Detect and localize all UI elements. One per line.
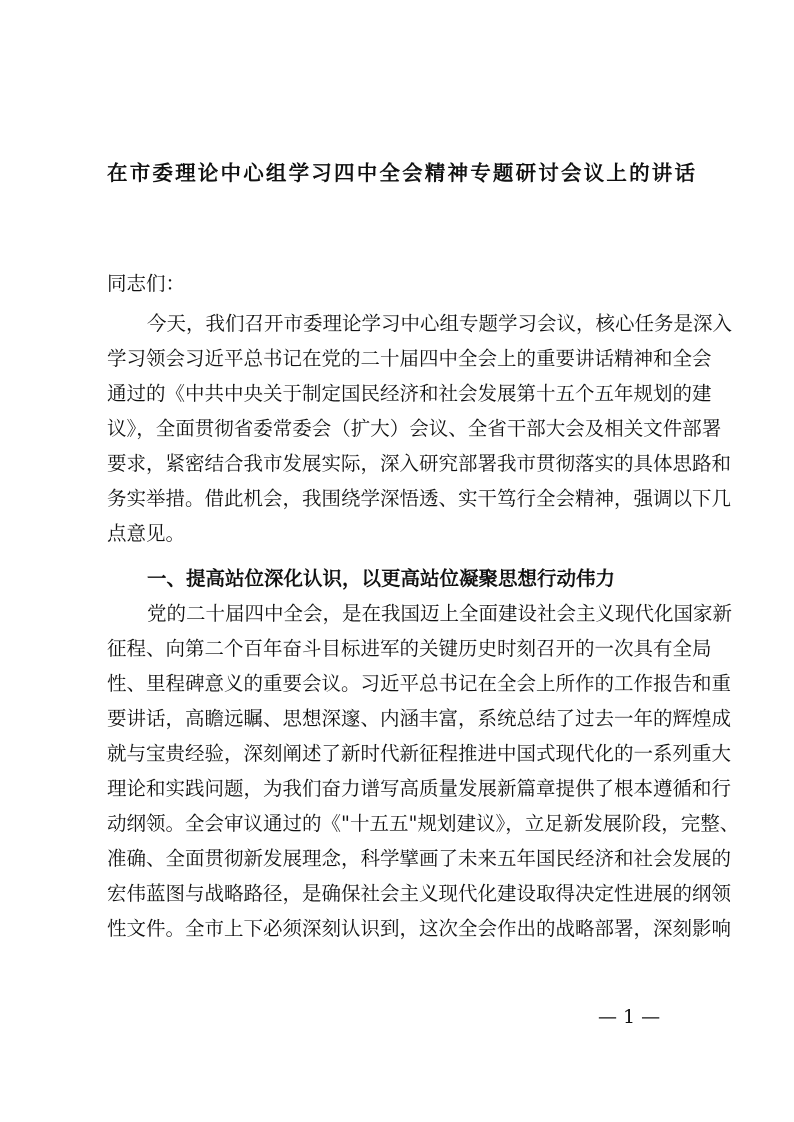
text-line: 性、里程碑意义的重要会议。习近平总书记在全会上所作的工作报告和重: [107, 672, 732, 695]
text-line: 要求，紧密结合我市发展实际，深入研究部署我市贯彻落实的具体思路和: [107, 452, 732, 475]
document-body: [107, 266, 740, 946]
text-line: 动纲领。全会审议通过的《"十五五"规划建议》，立足新发展阶段，完整、: [107, 812, 740, 835]
text-line: 学习领会习近平总书记在党的二十届四中全会上的重要讲话精神和全会: [107, 347, 712, 370]
document-title: 在市委理论中心组学习四中全会精神专题研讨会议上的讲话: [107, 161, 695, 185]
text-line: 通过的《中共中央关于制定国民经济和社会发展第十五个五年规划的建: [107, 382, 712, 405]
section-heading-1: 一、提高站位深化认识，以更高站位凝聚思想行动伟力: [147, 567, 616, 590]
text-line: 宏伟蓝图与战略路径，是确保社会主义现代化建设取得决定性进展的纲领: [107, 882, 732, 905]
text-line: 准确、全面贯彻新发展理念，科学擘画了未来五年国民经济和社会发展的: [107, 847, 732, 870]
text-line: 党的二十届四中全会，是在我国迈上全面建设社会主义现代化国家新: [147, 602, 733, 625]
text-line: 要讲话，高瞻远瞩、思想深邃、内涵丰富，系统总结了过去一年的辉煌成: [107, 707, 732, 730]
paragraph-section-1: [107, 596, 740, 946]
text-line: 就与宝贵经验，深刻阐述了新时代新征程推进中国式现代化的一系列重大: [107, 742, 732, 765]
paragraph-intro: [107, 306, 733, 551]
text-line: 征程、向第二个百年奋斗目标进军的关键历史时刻召开的一次具有全局: [107, 637, 712, 660]
text-line: 理论和实践问题，为我们奋力谱写高质量发展新篇章提供了根本遵循和行: [107, 777, 732, 800]
text-line: 今天，我们召开市委理论学习中心组专题学习会议，核心任务是深入: [147, 312, 733, 335]
salutation: 同志们：: [107, 272, 186, 295]
text-line: 点意见。: [107, 522, 186, 545]
page-number: — 1 —: [598, 1006, 661, 1028]
text-line: 务实举措。借此机会，我围绕学深悟透、实干笃行全会精神，强调以下几: [107, 487, 732, 510]
text-line: 议》，全面贯彻省委常委会（扩大）会议、全省干部大会及相关文件部署: [107, 417, 722, 440]
text-line: 性文件。全市上下必须深刻认识到，这次全会作出的战略部署，深刻影响: [107, 917, 732, 940]
